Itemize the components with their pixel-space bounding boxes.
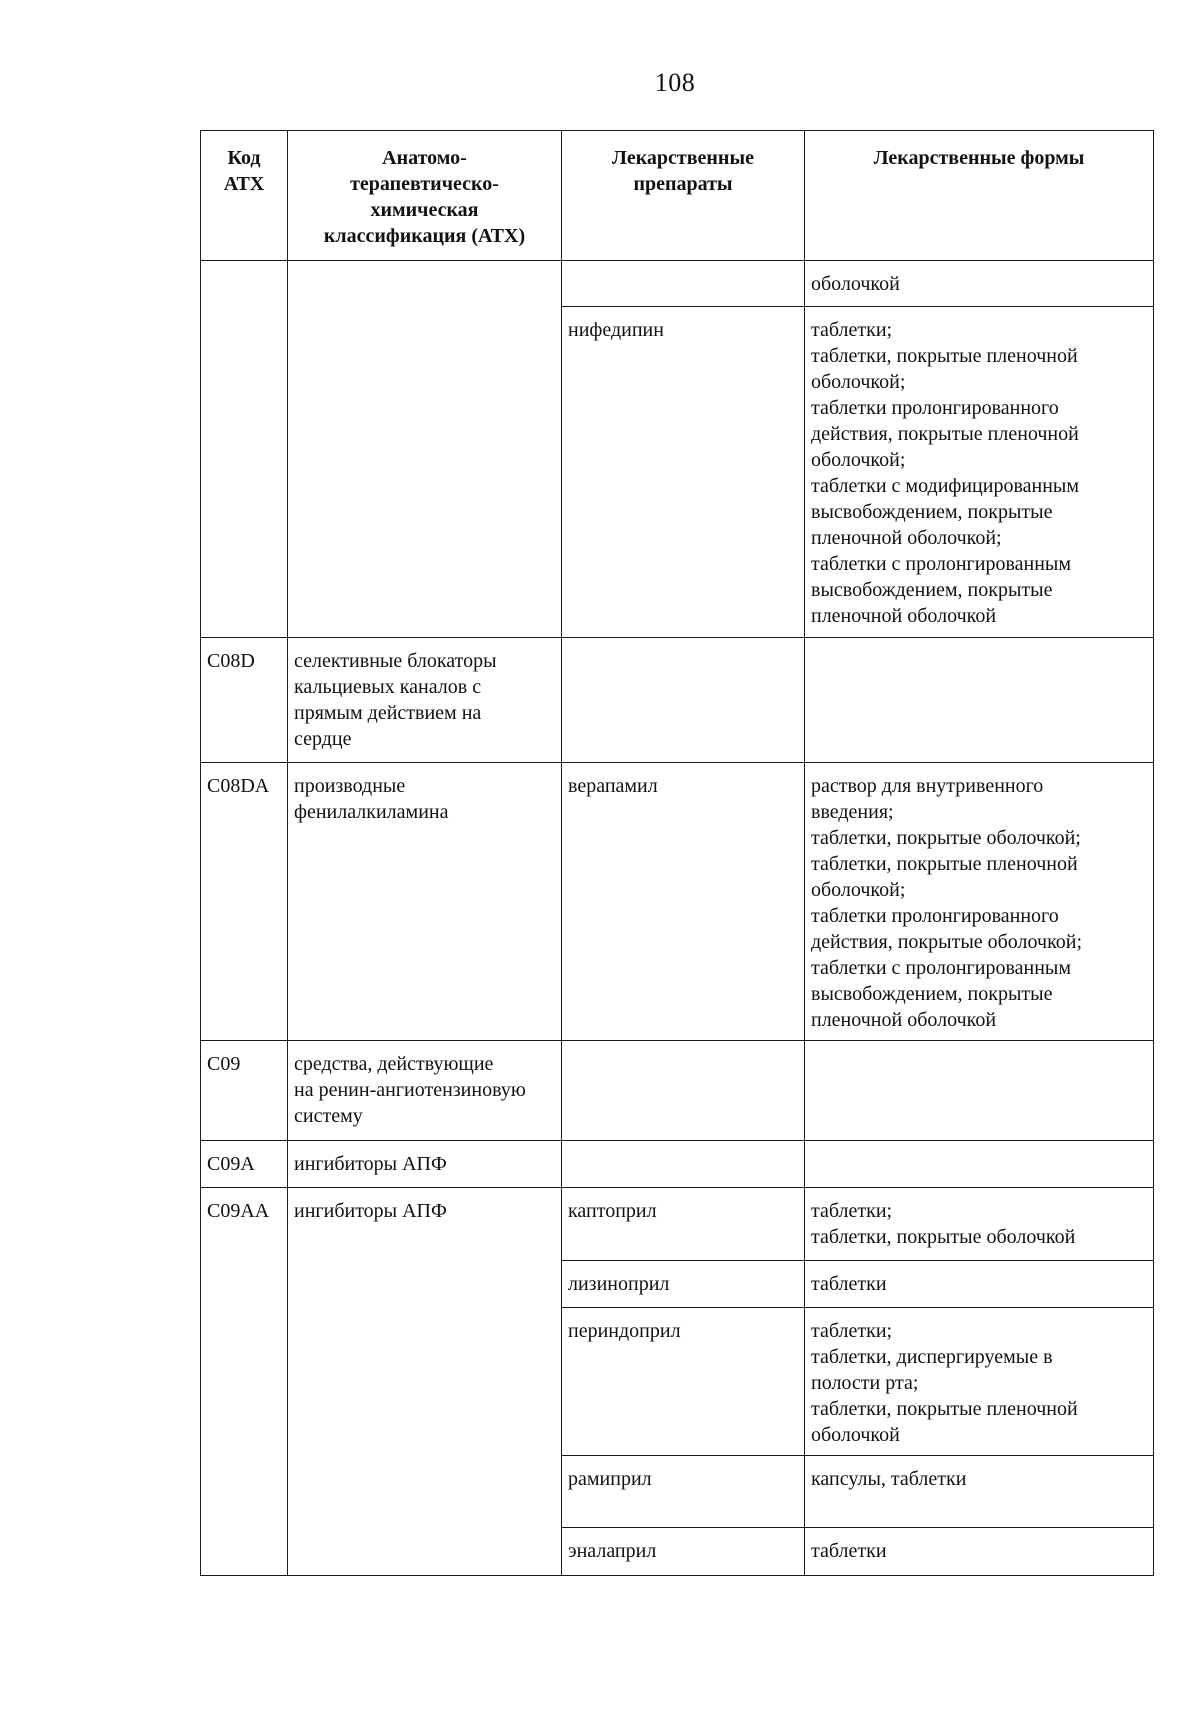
classification-cell — [288, 261, 562, 638]
forms-cell: таблетки; таблетки, диспергируемые в полости рта; таблетки, покрытые пленочной оболочкой — [805, 1308, 1154, 1456]
classification-cell: ингибиторы АПФ — [288, 1188, 562, 1576]
drug-cell — [562, 261, 805, 307]
table-row — [201, 1141, 1154, 1188]
forms-cell: оболочкой — [805, 261, 1154, 307]
table-row — [201, 261, 1154, 307]
drug-cell: каптоприл — [562, 1188, 805, 1261]
classification-cell: ингибиторы АПФ — [288, 1141, 562, 1188]
page-number: 108 — [654, 68, 696, 97]
forms-cell: таблетки; таблетки, покрытые пленочной оболочкой; таблетки пролонгированного действия, покрытые пленочной оболочкой; таблетки с модифицированным высвобождением, покрытые пленочной оболочкой; таблетки с пролонгированным высвобождением, покрытые пленочной оболочкой — [805, 307, 1154, 638]
header-code: Код АТХ — [201, 131, 288, 261]
code-cell: C09A — [201, 1141, 288, 1188]
forms-cell: таблетки — [805, 1528, 1154, 1576]
code-cell: C08DA — [201, 763, 288, 1041]
forms-cell — [805, 1041, 1154, 1141]
table-header — [201, 131, 1154, 261]
table-row — [201, 1188, 1154, 1261]
code-cell: C09AA — [201, 1188, 288, 1576]
drug-cell: лизиноприл — [562, 1261, 805, 1308]
drug-cell: нифедипин — [562, 307, 805, 638]
classification-cell: селективные блокаторы кальциевых каналов с прямым действием на сердце — [288, 638, 562, 763]
forms-cell — [805, 1141, 1154, 1188]
header-drugs: Лекарственные препараты — [562, 131, 805, 261]
drug-cell — [562, 1041, 805, 1141]
forms-cell: таблетки — [805, 1261, 1154, 1308]
table-row — [201, 638, 1154, 763]
drug-cell: рамиприл — [562, 1456, 805, 1528]
table-body — [201, 261, 1154, 1576]
drug-cell: эналаприл — [562, 1528, 805, 1576]
drug-cell — [562, 1141, 805, 1188]
table-row — [201, 1041, 1154, 1141]
forms-cell: раствор для внутривенного введения; таблетки, покрытые оболочкой; таблетки, покрытые пленочной оболочкой; таблетки пролонгированного действия, покрытые оболочкой; таблетки с пролонгированным высвобождением, покрытые пленочной оболочкой — [805, 763, 1154, 1041]
forms-cell: капсулы, таблетки — [805, 1456, 1154, 1528]
classification-cell: средства, действующие на ренин-ангиотензиновую систему — [288, 1041, 562, 1141]
header-classification: Анатомо- терапевтическо- химическая классификация (АТХ) — [288, 131, 562, 261]
header-row — [201, 131, 1154, 261]
atx-drug-table — [200, 130, 1154, 1576]
code-cell: C08D — [201, 638, 288, 763]
table-row — [201, 763, 1154, 1041]
classification-cell: производные фенилалкиламина — [288, 763, 562, 1041]
header-forms: Лекарственные формы — [805, 131, 1154, 261]
code-cell: C09 — [201, 1041, 288, 1141]
forms-cell — [805, 638, 1154, 763]
drug-cell: периндоприл — [562, 1308, 805, 1456]
forms-cell: таблетки; таблетки, покрытые оболочкой — [805, 1188, 1154, 1261]
drug-cell — [562, 638, 805, 763]
drug-cell: верапамил — [562, 763, 805, 1041]
code-cell — [201, 261, 288, 638]
